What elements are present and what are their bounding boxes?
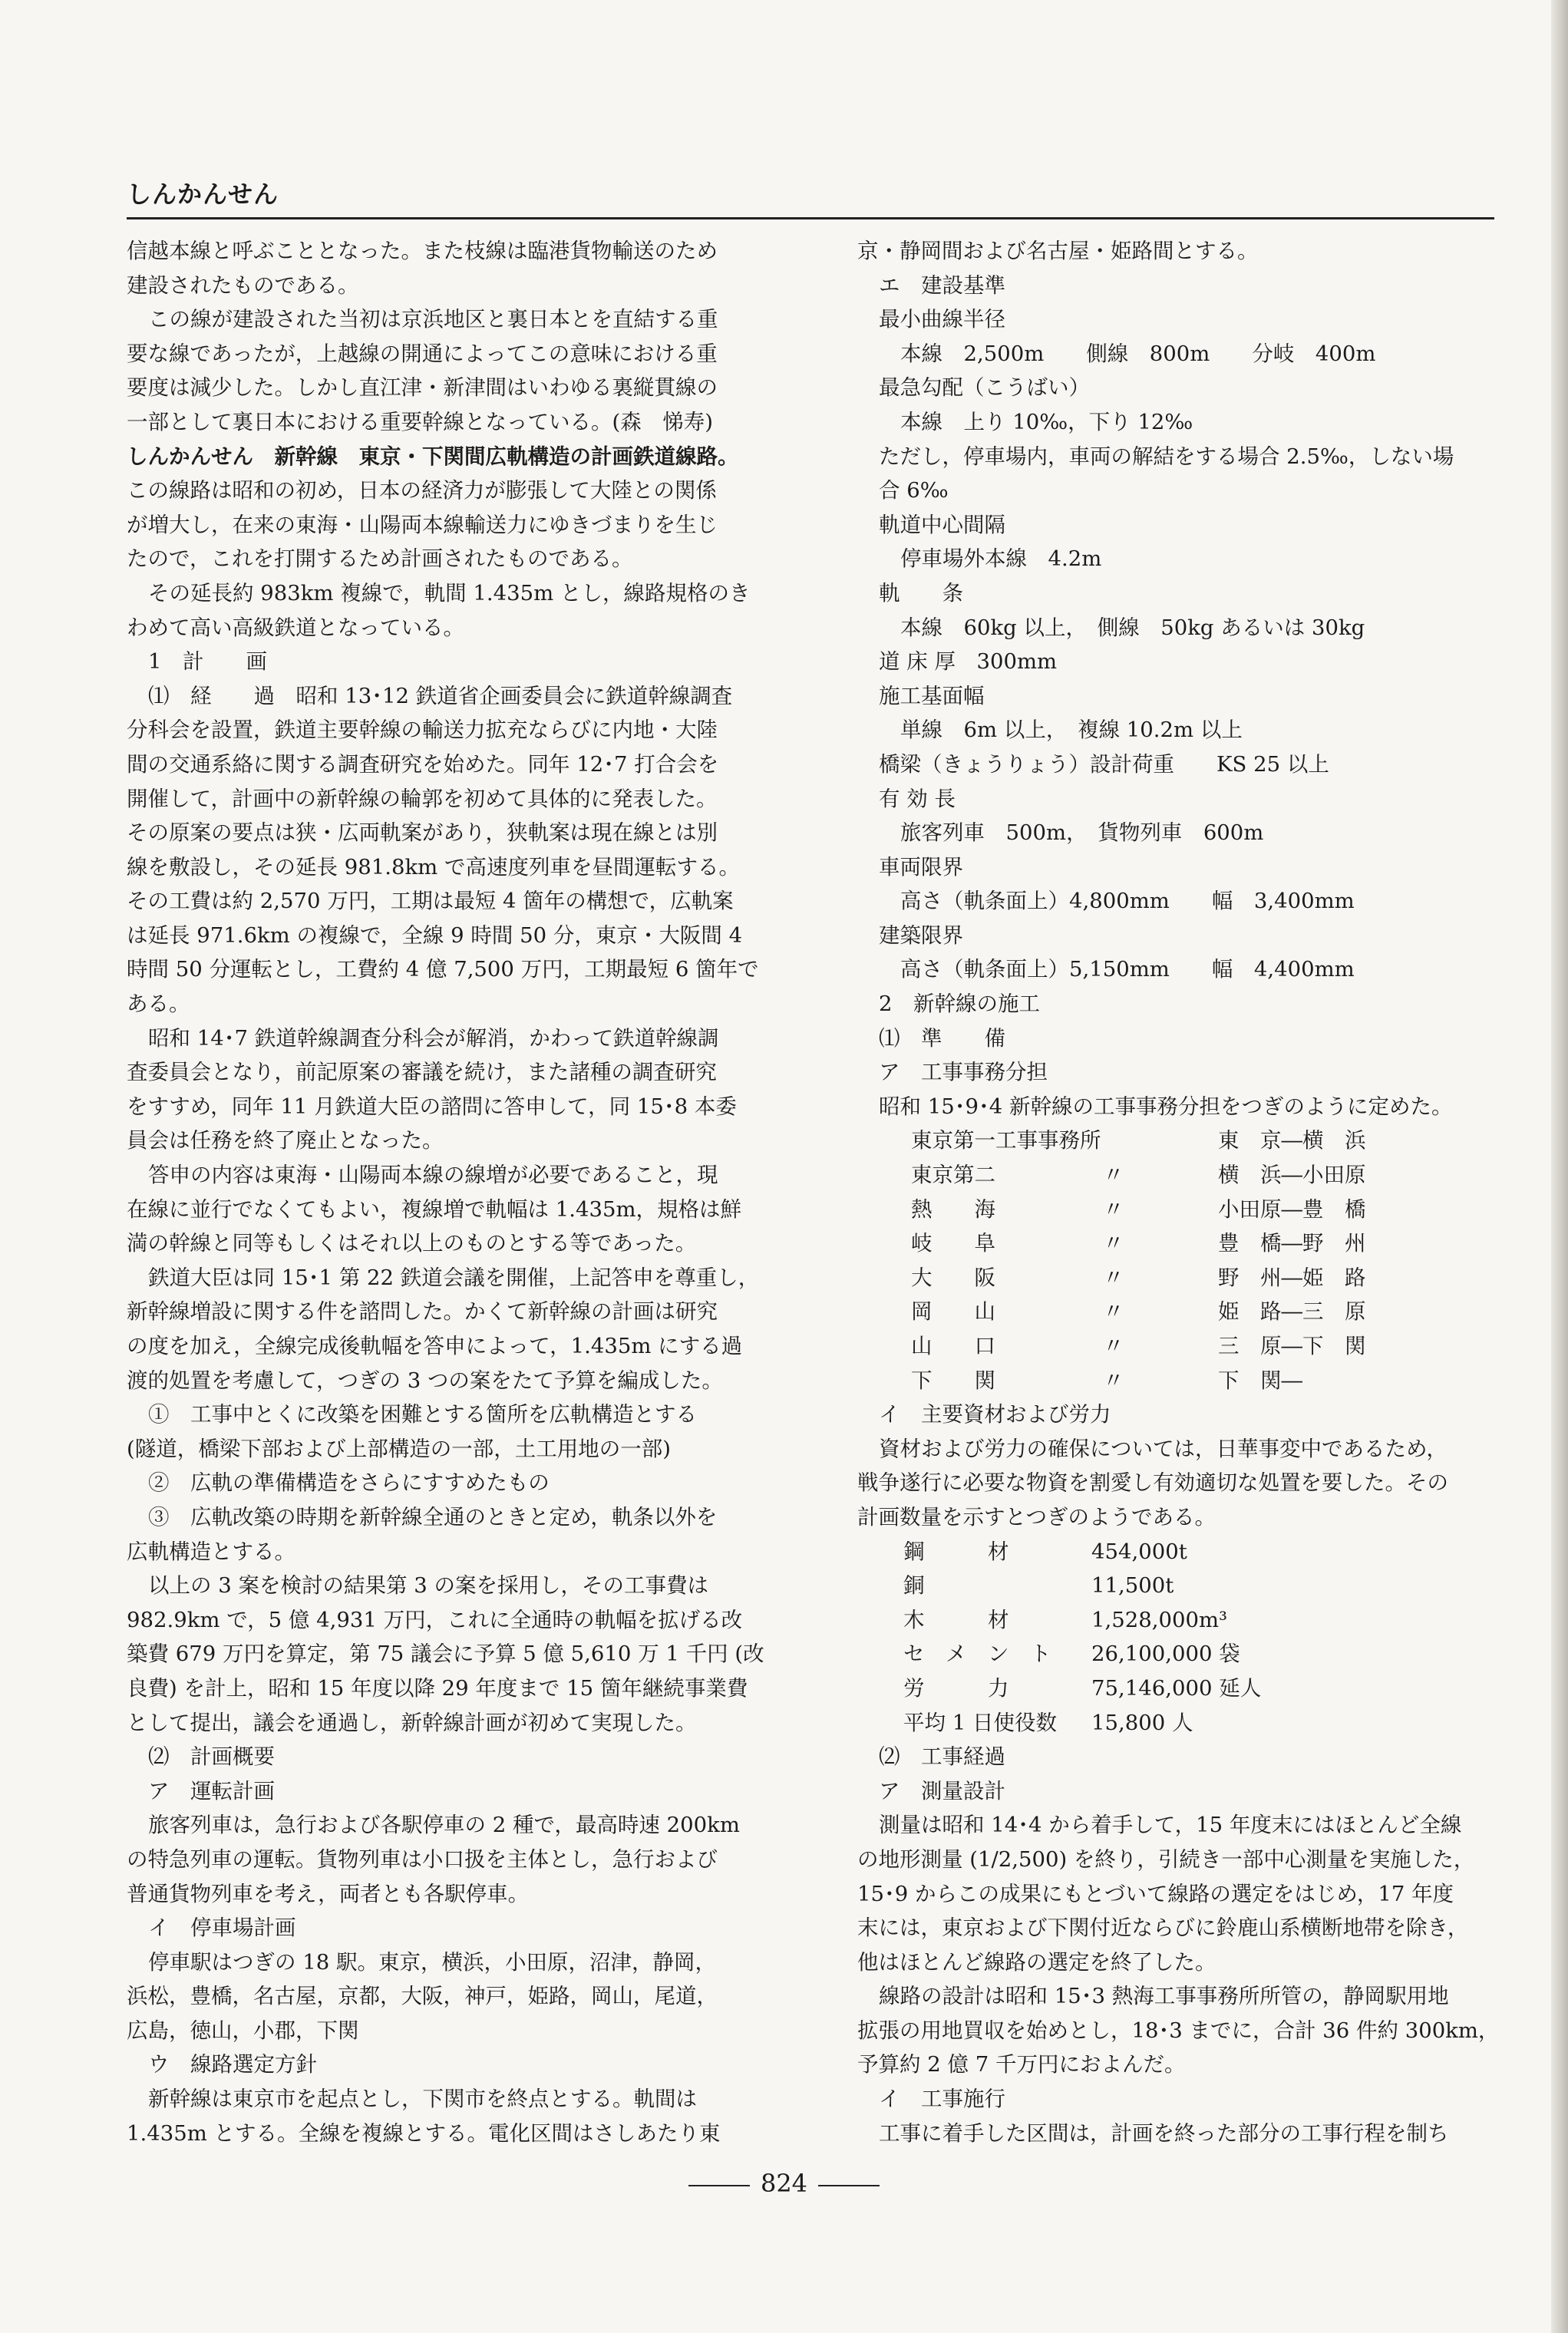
office-ditto: 〃: [1103, 1368, 1124, 1393]
text-line: 最小曲線半径: [879, 307, 1005, 332]
material-quantity: 75,146,000 延人: [1091, 1675, 1262, 1701]
office-row: [911, 1329, 1448, 1364]
text-line: 戦争遂行に必要な物資を割愛し有効適切な処置を要した。その: [857, 1470, 1448, 1496]
text-line: 員会は任務を終了廃止となった。: [127, 1128, 444, 1153]
office-section: 三 原―下 関: [1218, 1334, 1366, 1358]
text-line: 1.435m とする。全線を複線とする。電化区間はさしあたり東: [127, 2120, 721, 2146]
text-line: 工事に着手した区間は，計画を終った部分の工事行程を制ち: [879, 2120, 1449, 2146]
text-line: 要度は減少した。しかし直江津・新津間はいわゆる裏縦貫線の: [127, 375, 718, 401]
office-row: [911, 1158, 1448, 1193]
text-line: 建築限界: [879, 922, 963, 948]
text-line: イ 主要資材および労力: [879, 1402, 1111, 1427]
office-ditto: 〃: [1103, 1196, 1124, 1222]
text-line: ⑵ 工事経過: [879, 1744, 1005, 1770]
text-line: しんかんせん 新幹線 東京・下関間広軌構造の計画鉄道線路。: [127, 444, 739, 469]
text-line: 間の交通系絡に関する調査研究を始めた。同年 12･7 打合会を: [127, 751, 719, 777]
office-section: 姫 路―三 原: [1218, 1299, 1366, 1325]
text-line: ある。: [127, 992, 190, 1017]
material-row: [903, 1603, 1345, 1638]
text-line: 高さ（軌条面上）4,800mm 幅 3,400mm: [900, 889, 1355, 914]
text-line: 末には，東京および下関付近ならびに鈴鹿山系横断地帯を除き，: [857, 1916, 1469, 1941]
text-line: ただし，停車場内，車両の解結をする場合 2.5‰，しない場: [879, 444, 1454, 469]
office-name: 大 阪: [911, 1265, 995, 1290]
text-line: の特急列車の運転。貨物列車は小口扱を主体とし，急行および: [127, 1846, 718, 1872]
text-line: 良費) を計上，昭和 15 年度以降 29 年度まで 15 箇年継続事業費: [127, 1675, 748, 1701]
material-name: 平均 1 日使役数: [903, 1710, 1057, 1735]
text-line: 本線 60kg 以上， 側線 50kg あるいは 30kg: [900, 615, 1365, 640]
material-row: [903, 1706, 1345, 1741]
footer-dash-left: [688, 2185, 750, 2186]
office-ditto: 〃: [1103, 1299, 1124, 1325]
material-row: [903, 1569, 1345, 1603]
page-number: 824: [760, 2169, 808, 2198]
text-line: 新幹線は東京市を起点とし，下関市を終点とする。軌間は: [148, 2087, 697, 2112]
right-column-top: [857, 234, 1506, 1124]
text-line: 停車場外本線 4.2m: [900, 546, 1102, 572]
text-line: 浜松，豊橋，名古屋，京都，大阪，神戸，姫路，岡山，尾道，: [127, 1984, 718, 2009]
text-line: 京・静岡間および名古屋・姫路間とする。: [857, 239, 1259, 263]
material-name: 木 材: [903, 1607, 1009, 1632]
office-section: 東 京―横 浜: [1218, 1128, 1366, 1153]
left-column: [127, 234, 796, 2150]
text-line: 信越本線と呼ぶこととなった。また枝線は臨港貨物輸送のため: [127, 239, 718, 263]
text-line: (隧道，橋梁下部および上部構造の一部，土工用地の一部): [127, 1436, 671, 1461]
text-line: イ 工事施行: [879, 2087, 1005, 2112]
text-line: 分科会を設置，鉄道主要幹線の輸送力拡充ならびに内地・大陸: [127, 718, 718, 743]
office-ditto: [1103, 1124, 1218, 1158]
text-line: ⑴ 経 過 昭和 13･12 鉄道省企画委員会に鉄道幹線調査: [148, 683, 733, 708]
text-line: 982.9km で，5 億 4,931 万円，これに全通時の軌幅を拡げる改: [127, 1607, 743, 1632]
material-quantity: 15,800 人: [1091, 1710, 1193, 1735]
header-rule: [127, 217, 1494, 219]
office-name: 岐 阜: [911, 1231, 995, 1256]
text-line: 在線に並行でなくてもよい，複線増で軌幅は 1.435m，規格は鮮: [127, 1196, 742, 1222]
text-line: 新幹線増設に関する件を諮問した。かくて新幹線の計画は研究: [127, 1299, 718, 1325]
material-name: 銅: [903, 1573, 925, 1599]
office-name: 東京第一工事事務所: [911, 1128, 1101, 1153]
right-column-mid: [857, 1397, 1506, 1534]
footer-dash-right: [818, 2185, 880, 2186]
office-row: [911, 1364, 1448, 1398]
text-line: 線を敷設し，その延長 981.8km で高速度列車を昼間運転する。: [127, 854, 740, 879]
office-ditto: 〃: [1103, 1163, 1124, 1188]
page-footer: [0, 2169, 1568, 2198]
text-line: 有 効 長: [879, 786, 956, 811]
text-line: 昭和 14･7 鉄道幹線調査分科会が解消，かわって鉄道幹線調: [148, 1025, 719, 1051]
text-line: 旅客列車は，急行および各駅停車の 2 種で，最高時速 200km: [148, 1813, 740, 1838]
text-line: 橋梁（きょうりょう）設計荷重 KS 25 以上: [879, 751, 1329, 777]
text-line: 1 計 画: [148, 649, 267, 675]
text-line: 道 床 厚 300mm: [879, 649, 1058, 675]
text-line: 昭和 15･9･4 新幹線の工事事務分担をつぎのように定めた。: [879, 1094, 1453, 1119]
text-line: 資材および労力の確保については，日華事変中であるため，: [879, 1436, 1448, 1461]
text-line: エ 建設基準: [879, 272, 1005, 298]
office-ditto: 〃: [1103, 1231, 1124, 1256]
text-line: その原案の要点は狭・広両軌案があり，狭軌案は現在線とは別: [127, 820, 718, 846]
text-line: 施工基面幅: [879, 683, 985, 708]
office-ditto: 〃: [1103, 1334, 1124, 1358]
text-line: 測量は昭和 14･4 から着手して，15 年度末にはほとんど全線: [879, 1813, 1462, 1838]
text-line: 本線 上り 10‰，下り 12‰: [900, 409, 1193, 434]
right-column-bottom: [857, 1740, 1506, 2150]
text-line: 予算約 2 億 7 千万円におよんだ。: [857, 2052, 1186, 2077]
text-line: イ 停車場計画: [148, 1916, 296, 1941]
material-name: セ メ ン ト: [903, 1642, 1051, 1667]
office-name: 熱 海: [911, 1196, 995, 1222]
material-quantity: 11,500t: [1091, 1573, 1174, 1599]
text-line: その工費は約 2,570 万円，工期は最短 4 箇年の構想で，広軌案: [127, 889, 734, 914]
text-line: わめて高い高級鉄道となっている。: [127, 615, 464, 640]
text-line: ア 運転計画: [148, 1778, 275, 1803]
text-line: 合 6‰: [879, 478, 949, 503]
text-line: 査委員会となり，前記原案の審議を続け，また諸種の調査研究: [127, 1060, 717, 1085]
running-header: しんかんせん: [127, 180, 279, 209]
text-line: 計画数量を示すとつぎのようである。: [857, 1504, 1216, 1529]
office-row: [911, 1226, 1448, 1261]
text-line: 本線 2,500m 側線 800m 分岐 400m: [900, 341, 1376, 366]
office-assignment-table: [911, 1124, 1448, 1397]
office-name: 東京第二: [911, 1163, 995, 1188]
text-line: 以上の 3 案を検討の結果第 3 の案を採用し，その工事費は: [148, 1573, 708, 1599]
text-line: ② 広軌の準備構造をさらにすすめたもの: [148, 1470, 550, 1496]
material-quantity: 1,528,000m³: [1091, 1607, 1228, 1632]
text-line: 線路の設計は昭和 15･3 熱海工事事務所所管の，静岡駅用地: [879, 1984, 1449, 2009]
materials-table: [903, 1535, 1345, 1741]
material-row: [903, 1671, 1345, 1706]
text-line: 鉄道大臣は同 15･1 第 22 鉄道会議を開催，上記答申を尊重し，: [148, 1265, 760, 1290]
text-line: ウ 線路選定方針: [148, 2052, 317, 2077]
office-name: 山 口: [911, 1334, 995, 1358]
text-line: 時間 50 分運転とし，工費約 4 億 7,500 万円，工期最短 6 箇年で: [127, 957, 759, 982]
page-edge: [1551, 0, 1568, 2333]
text-line: 要な線であったが，上越線の開通によってこの意味における重: [127, 341, 718, 366]
text-line: の地形測量 (1/2,500) を終り，引続き一部中心測量を実施した，: [857, 1846, 1475, 1872]
text-line: 最急勾配（こうばい）: [879, 375, 1090, 401]
text-line: 建設されたものである。: [127, 272, 359, 298]
office-section: 小田原―豊 橋: [1218, 1196, 1366, 1222]
text-line: この線路は昭和の初め，日本の経済力が膨張して大陸との関係: [127, 478, 717, 503]
text-line: 広軌構造とする。: [127, 1539, 295, 1564]
right-column: [857, 234, 1506, 2150]
text-line: ア 測量設計: [879, 1778, 1005, 1803]
text-line: ③ 広軌改築の時期を新幹線全通のときと定め，軌条以外を: [148, 1504, 718, 1529]
text-line: 旅客列車 500m， 貨物列車 600m: [900, 820, 1264, 846]
text-line: 開催して，計画中の新幹線の輪郭を初めて具体的に発表した。: [127, 786, 718, 811]
text-line: 渡的処置を考慮して，つぎの 3 つの案をたて予算を編成した。: [127, 1368, 723, 1393]
text-line: ① 工事中とくに改築を困難とする箇所を広軌構造とする: [148, 1402, 697, 1427]
text-line: は延長 971.6km の複線で，全線 9 時間 50 分，東京・大阪間 4: [127, 922, 743, 948]
text-line: をすすめ，同年 11 月鉄道大臣の諮問に答申して，同 15･8 本委: [127, 1094, 737, 1119]
text-line: 軌 条: [879, 580, 963, 606]
text-line: 停車駅はつぎの 18 駅。東京，横浜，小田原，沼津，静岡，: [148, 1949, 716, 1975]
text-line: この線が建設された当初は京浜地区と裏日本とを直結する重: [148, 307, 718, 332]
text-line: 車両限界: [879, 854, 963, 879]
text-line: の度を加え，全線完成後軌幅を答申によって，1.435m にする過: [127, 1334, 743, 1358]
text-line: 満の幹線と同等もしくはそれ以上のものとする等であった。: [127, 1231, 697, 1256]
material-row: [903, 1637, 1345, 1671]
office-row: [911, 1124, 1448, 1158]
text-line: その延長約 983km 複線で，軌間 1.435m とし，線路規格のき: [148, 580, 751, 606]
office-name: 下 関: [911, 1368, 995, 1393]
office-row: [911, 1295, 1448, 1329]
text-line: 普通貨物列車を考え，両者とも各駅停車。: [127, 1881, 530, 1906]
text-line: 一部として裏日本における重要幹線となっている。(森 悌寿): [127, 409, 713, 434]
text-line: 広島，徳山，小郡，下関: [127, 2018, 359, 2043]
text-line: ア 工事事務分担: [879, 1060, 1048, 1085]
text-line: が増大し，在来の東海・山陽両本線輸送力にゆきづまりを生じ: [127, 512, 718, 537]
text-line: 築費 679 万円を算定，第 75 議会に予算 5 億 5,610 万 1 千円 (改: [127, 1642, 764, 1667]
text-line: 他はほとんど線路の選定を終了した。: [857, 1949, 1216, 1975]
text-line: 高さ（軌条面上）5,150mm 幅 4,400mm: [900, 957, 1355, 982]
material-row: [903, 1535, 1345, 1569]
material-name: 鋼 材: [903, 1539, 1009, 1564]
text-line: 単線 6m 以上， 複線 10.2m 以上: [900, 718, 1243, 743]
text-line: として提出，議会を通過し，新幹線計画が初めて実現した。: [127, 1710, 697, 1735]
text-line: ⑵ 計画概要: [148, 1744, 275, 1770]
office-section: 豊 橋―野 州: [1218, 1231, 1366, 1256]
office-section: 横 浜―小田原: [1218, 1163, 1366, 1188]
text-line: 答申の内容は東海・山陽両本線の線増が必要であること，現: [148, 1163, 718, 1188]
material-name: 労 力: [903, 1675, 1009, 1701]
material-quantity: 454,000t: [1091, 1539, 1187, 1564]
office-section: 野 州―姫 路: [1218, 1265, 1366, 1290]
office-ditto: 〃: [1103, 1265, 1124, 1290]
text-line: 軌道中心間隔: [879, 512, 1005, 537]
text-line: たので，これを打開するため計画されたものである。: [127, 546, 633, 572]
text-line: 2 新幹線の施工: [879, 992, 1040, 1017]
office-section: 下 関―: [1218, 1368, 1302, 1393]
text-line: ⑴ 準 備: [879, 1025, 1005, 1051]
office-name: 岡 山: [911, 1299, 995, 1325]
office-row: [911, 1193, 1448, 1227]
text-line: 拡張の用地買収を始めとし，18･3 までに，合計 36 件約 300km，: [857, 2018, 1500, 2043]
text-line: 15･9 からこの成果にもとづいて線路の選定をはじめ，17 年度: [857, 1881, 1454, 1906]
office-row: [911, 1261, 1448, 1295]
material-quantity: 26,100,000 袋: [1091, 1642, 1240, 1667]
